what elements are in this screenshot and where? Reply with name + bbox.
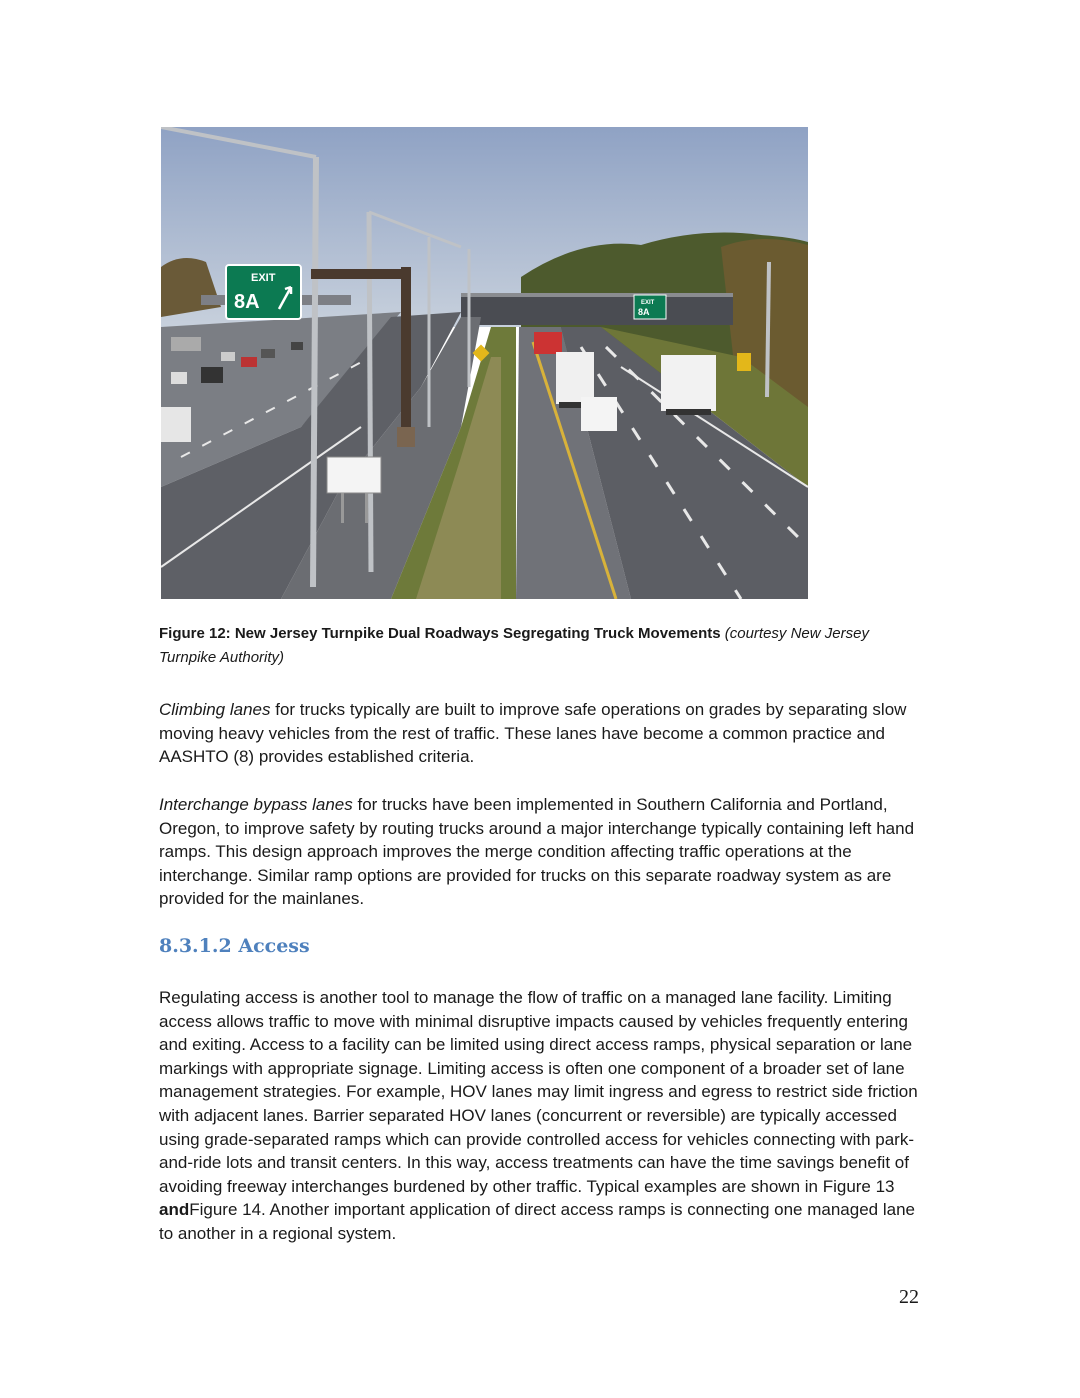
figure-caption [159, 622, 919, 670]
highway-photo [161, 127, 808, 599]
paragraph-climbing-lanes [159, 698, 929, 769]
exit-sign-large-line2: 8A [234, 291, 260, 313]
exit-sign-small [634, 295, 666, 319]
paragraph-access-text-before: Regulating access is another tool to manage the flow of traffic on a managed lane facility. Limiting access allows traffic to move with minimal disruptive impacts caused by vehicles frequently entering and exiting. Access to a facility can be limited using direct access ramps, physical separation or lane markings with appropriate signage. Limiting access is often one component of a broader set of lane management strategies. For example, HOV lanes may limit ingress and egress to restrict side friction with adjacent lanes. Barrier separated HOV lanes (concurrent or reversible) are typically accessed using grade-separated ramps which can provide controlled access for vehicles connecting with park-and-ride lots and transit centers. In this way, access treatments can have the time savings benefit of avoiding freeway interchanges burdened by other traffic. Typical examples are shown in Figure 13 [159, 988, 918, 1196]
paragraph-access-bold-word: and [159, 1200, 190, 1220]
paragraph-access [159, 986, 929, 1246]
exit-sign-large [226, 265, 301, 319]
section-heading: 8.3.1.2 Access [159, 935, 310, 957]
page-number: 22 [899, 1286, 919, 1308]
exit-sign-large-line1: EXIT [251, 272, 276, 284]
caption-title: Figure 12: New Jersey Turnpike Dual Roadways Segregating Truck Movements [159, 625, 721, 642]
paragraph-access-text-after: Figure 14. Another important application of direct access ramps is connecting one managed lane to another in a regional system. [159, 1200, 915, 1243]
exit-sign-small-line2: 8A [638, 307, 650, 317]
paragraph-climbing-lanes-text: for trucks typically are built to improve safe operations on grades by separating slow moving heavy vehicles from the rest of traffic. These lanes have become a common practice and AASHTO (8) provides established criteria. [159, 700, 907, 767]
caption-credit: (courtesy New Jersey Turnpike Authority) [159, 625, 869, 666]
paragraph-bypass-lanes-text: for trucks have been implemented in Southern California and Portland, Oregon, to improve safety by routing trucks around a major interchange typically containing left hand ramps. This design approach improves the merge condition affecting traffic operations at the interchange. Similar ramp options are provided for trucks on this separate roadway system as are provided for the mainlanes. [159, 795, 915, 909]
term-bypass-lanes: Interchange bypass lanes [159, 795, 353, 814]
term-climbing-lanes: Climbing lanes [159, 700, 271, 719]
paragraph-bypass-lanes [159, 793, 929, 911]
exit-sign-small-line1: EXIT [641, 300, 655, 306]
